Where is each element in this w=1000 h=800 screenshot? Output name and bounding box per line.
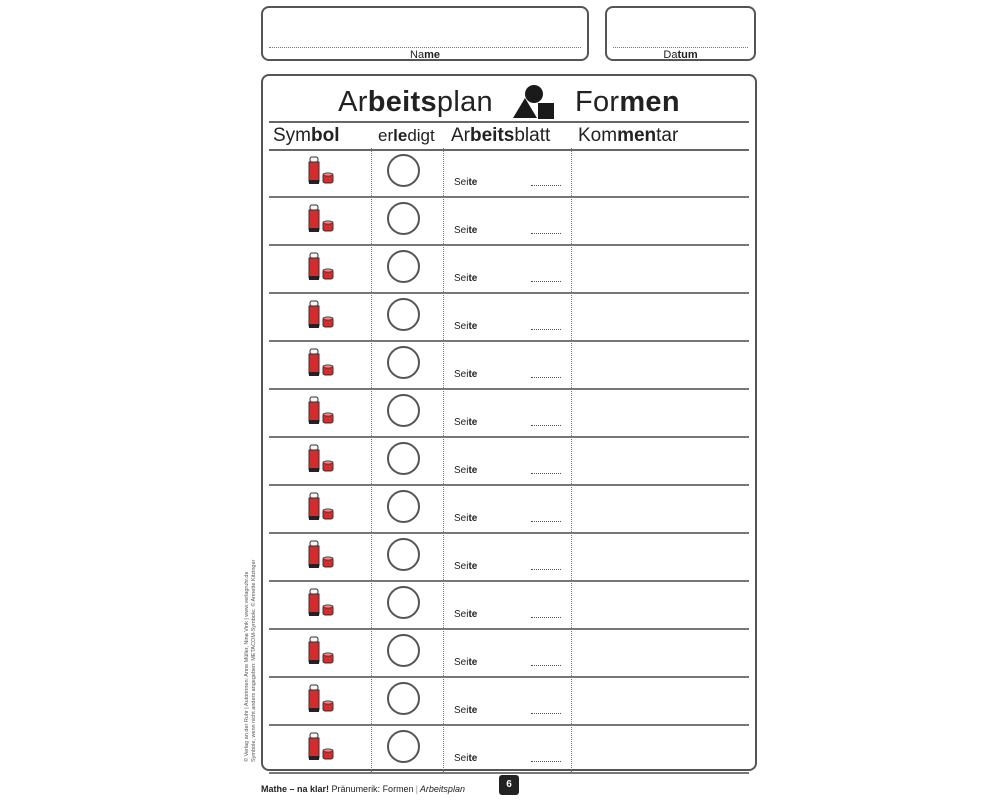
page-label: Seite <box>454 609 478 620</box>
copyright-line: © Verlag an der Ruhr | Autorinnen: Anne Müller, Nina Vink | www.verlagruhr.de <box>244 571 250 762</box>
table-row <box>269 148 749 198</box>
table-row <box>269 580 749 630</box>
name-field[interactable] <box>261 6 589 61</box>
glue-stick-icon <box>307 396 335 426</box>
page-number-write-line[interactable] <box>531 233 561 234</box>
done-checkbox-circle[interactable] <box>387 346 420 379</box>
page-number-write-line[interactable] <box>531 185 561 186</box>
table-row <box>269 244 749 294</box>
done-checkbox-circle[interactable] <box>387 682 420 715</box>
name-write-line[interactable] <box>269 47 581 48</box>
name-label: Name <box>410 49 440 61</box>
page-number-write-line[interactable] <box>531 569 561 570</box>
title-left: Arbeitsplan <box>338 85 493 118</box>
glue-stick-icon <box>307 636 335 666</box>
page-number: 6 <box>499 775 519 795</box>
done-checkbox-circle[interactable] <box>387 298 420 331</box>
glue-stick-icon <box>307 588 335 618</box>
page-number-write-line[interactable] <box>531 473 561 474</box>
done-checkbox-circle[interactable] <box>387 538 420 571</box>
table-row <box>269 388 749 438</box>
copyright-notice <box>244 552 258 762</box>
table-row <box>269 340 749 390</box>
page-label: Seite <box>454 753 478 764</box>
date-field[interactable] <box>605 6 756 61</box>
done-checkbox-circle[interactable] <box>387 250 420 283</box>
footer: Mathe – na klar! Pränumerik: Formen | Arbeitsplan <box>261 784 465 794</box>
done-checkbox-circle[interactable] <box>387 442 420 475</box>
page-title <box>263 85 755 119</box>
glue-stick-icon <box>307 540 335 570</box>
table-row <box>269 292 749 342</box>
copyright-line: Symbole, wenn nicht anders angegeben: METACOM-Symbole: © Annette Kitzinger <box>251 559 257 762</box>
work-plan-table <box>261 74 757 771</box>
glue-stick-icon <box>307 300 335 330</box>
header-symbol: Symbol <box>273 125 340 146</box>
page-number-write-line[interactable] <box>531 521 561 522</box>
page-label: Seite <box>454 561 478 572</box>
header-comment: Kommentar <box>578 125 679 146</box>
done-checkbox-circle[interactable] <box>387 586 420 619</box>
page-label: Seite <box>454 177 478 188</box>
done-checkbox-circle[interactable] <box>387 394 420 427</box>
table-row <box>269 676 749 726</box>
done-checkbox-circle[interactable] <box>387 202 420 235</box>
page-number-write-line[interactable] <box>531 377 561 378</box>
table-row <box>269 628 749 678</box>
page-label: Seite <box>454 513 478 524</box>
table-row <box>269 724 749 774</box>
glue-stick-icon <box>307 492 335 522</box>
header-done: erledigt <box>378 126 435 145</box>
page-number-write-line[interactable] <box>531 281 561 282</box>
footer-section: Arbeitsplan <box>419 784 465 794</box>
page-number-write-line[interactable] <box>531 761 561 762</box>
date-write-line[interactable] <box>613 47 748 48</box>
page-label: Seite <box>454 417 478 428</box>
table-row <box>269 532 749 582</box>
page-label: Seite <box>454 657 478 668</box>
glue-stick-icon <box>307 204 335 234</box>
shapes-icon <box>511 84 557 120</box>
page-label: Seite <box>454 225 478 236</box>
footer-brand: Mathe – na klar! <box>261 784 330 794</box>
glue-stick-icon <box>307 444 335 474</box>
table-header <box>269 121 749 151</box>
table-row <box>269 436 749 486</box>
page-number-write-line[interactable] <box>531 425 561 426</box>
page-label: Seite <box>454 705 478 716</box>
glue-stick-icon <box>307 348 335 378</box>
done-checkbox-circle[interactable] <box>387 634 420 667</box>
page-label: Seite <box>454 465 478 476</box>
page-number-write-line[interactable] <box>531 665 561 666</box>
page-label: Seite <box>454 369 478 380</box>
table-row <box>269 196 749 246</box>
page-label: Seite <box>454 321 478 332</box>
page-label: Seite <box>454 273 478 284</box>
date-label: Datum <box>663 49 698 61</box>
page-number-write-line[interactable] <box>531 713 561 714</box>
glue-stick-icon <box>307 156 335 186</box>
done-checkbox-circle[interactable] <box>387 154 420 187</box>
page-number-write-line[interactable] <box>531 617 561 618</box>
title-right: Formen <box>574 85 680 118</box>
glue-stick-icon <box>307 684 335 714</box>
glue-stick-icon <box>307 252 335 282</box>
glue-stick-icon <box>307 732 335 762</box>
footer-subject: Pränumerik: Formen <box>331 784 414 794</box>
done-checkbox-circle[interactable] <box>387 730 420 763</box>
done-checkbox-circle[interactable] <box>387 490 420 523</box>
table-row <box>269 484 749 534</box>
page-number-write-line[interactable] <box>531 329 561 330</box>
header-worksheet: Arbeitsblatt <box>451 125 551 146</box>
